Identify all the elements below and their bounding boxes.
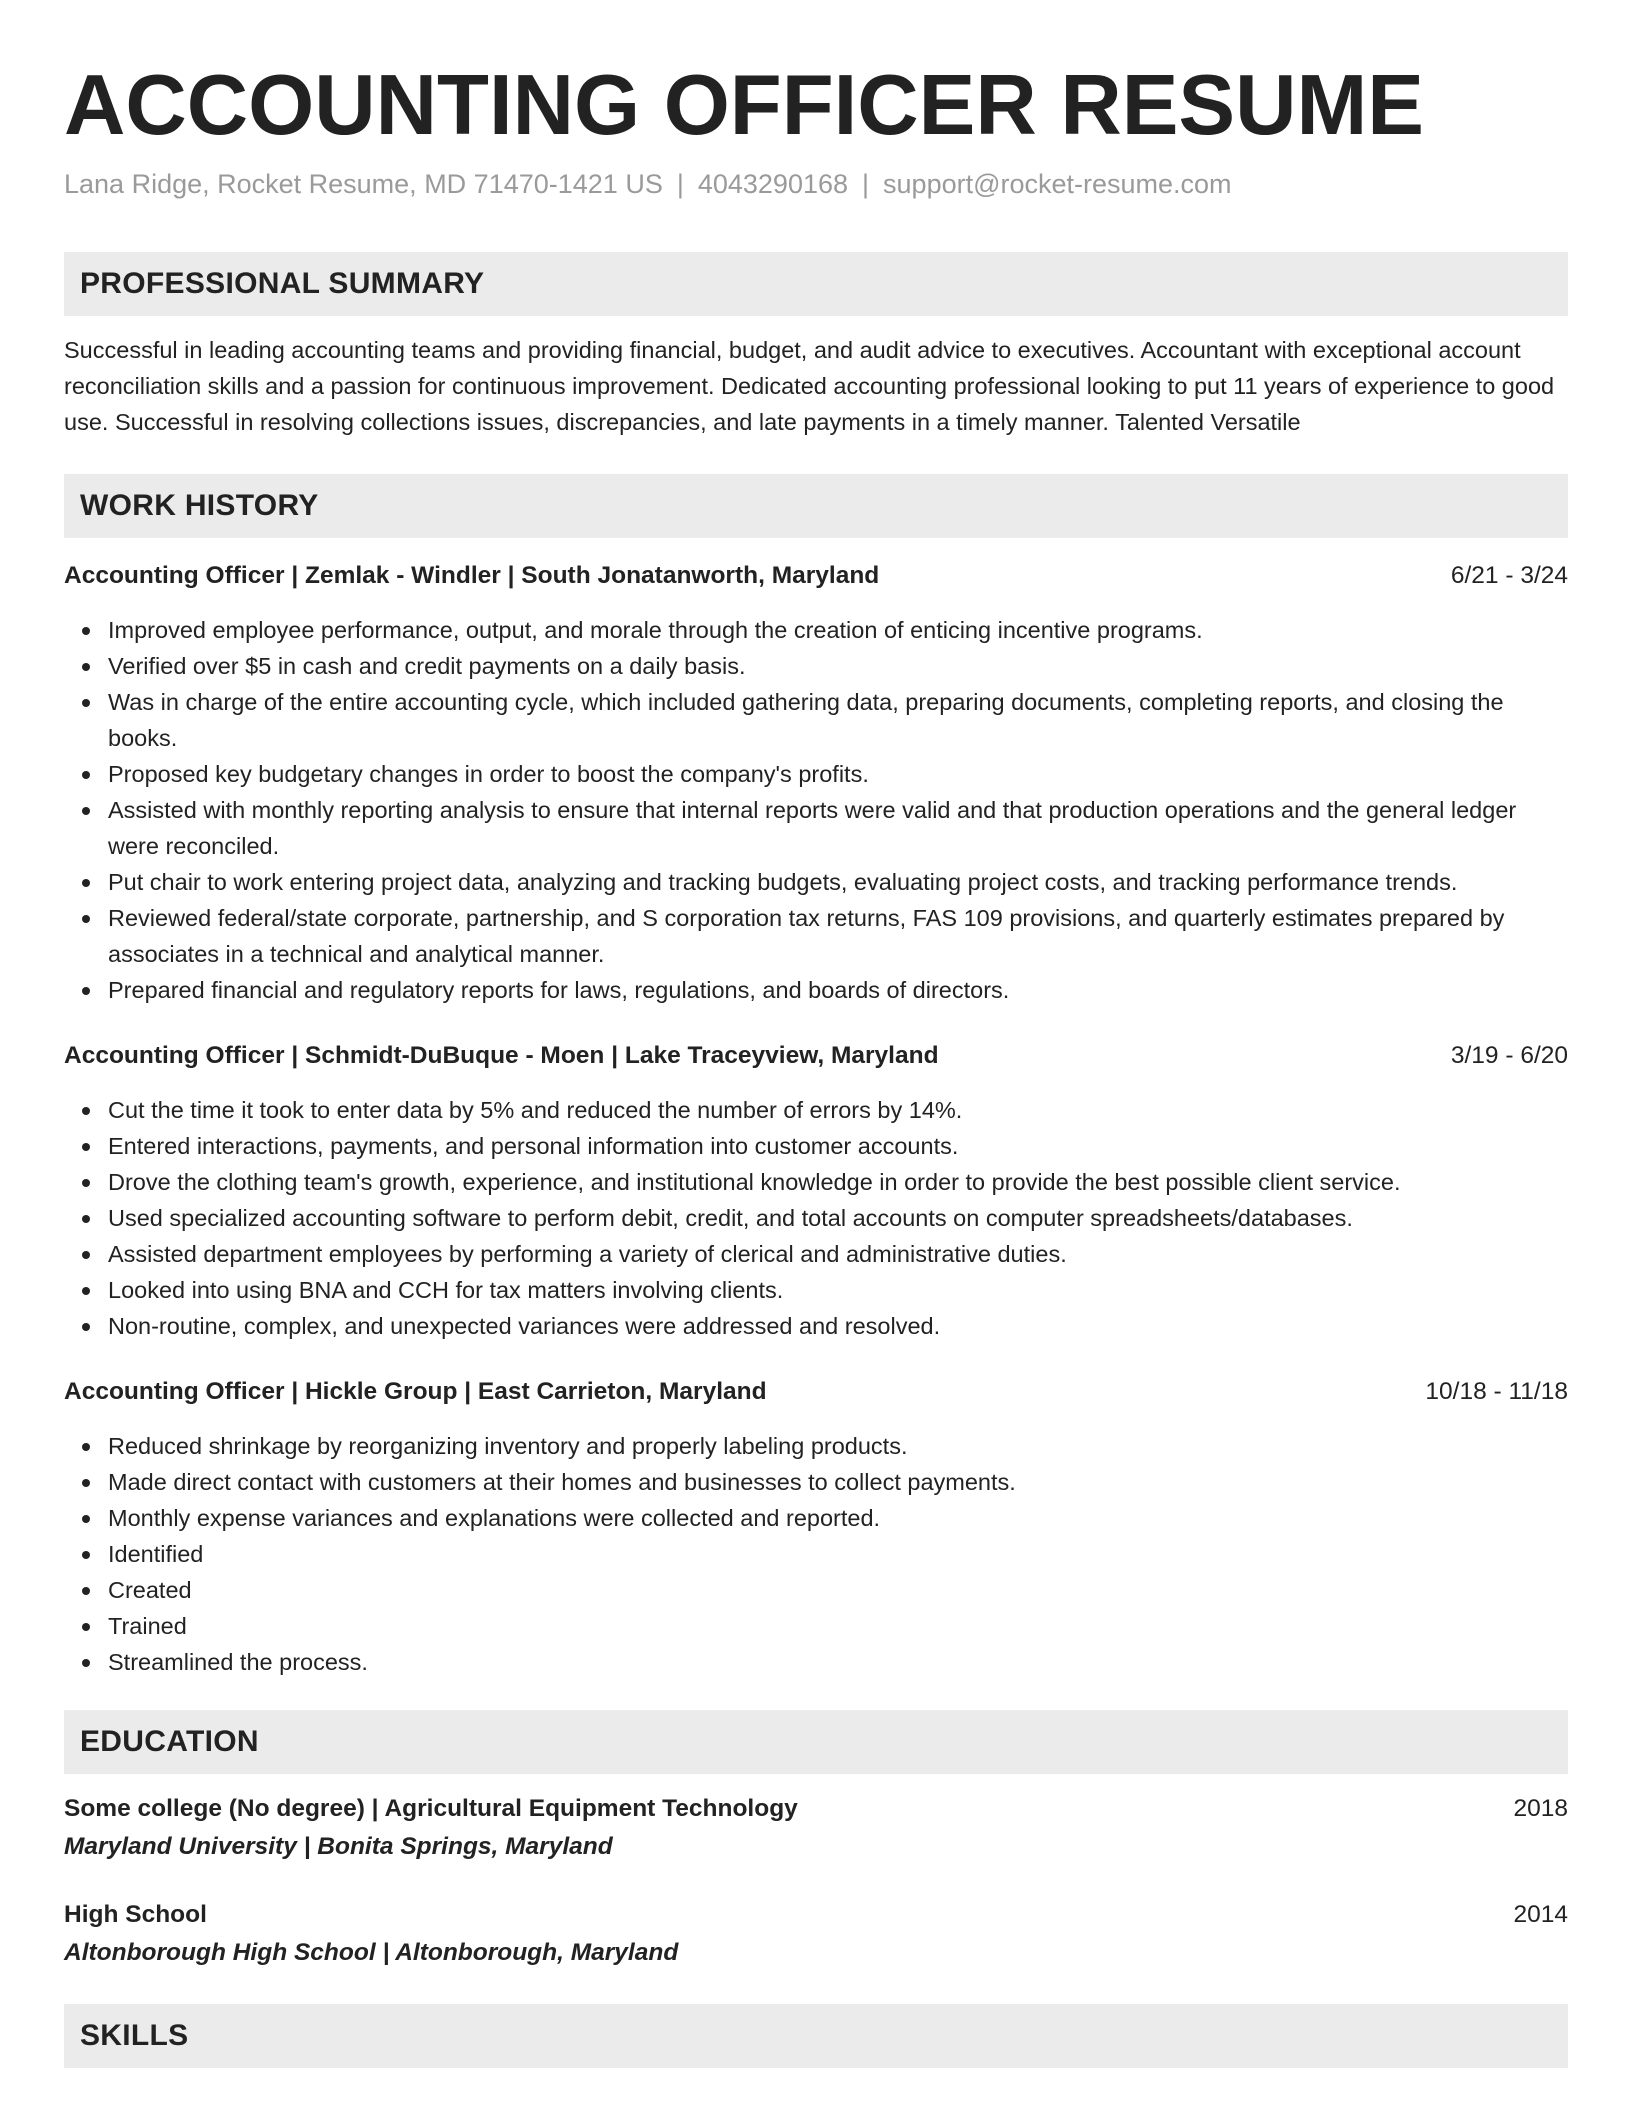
job-bullet: Assisted with monthly reporting analysis to ensure that internal reports were valid and that production operations and the general ledger were reconciled.	[108, 792, 1568, 864]
education-year: 2014	[1513, 1901, 1568, 1928]
education-header	[64, 1896, 1568, 1934]
job-bullet: Non-routine, complex, and unexpected variances were addressed and resolved.	[108, 1308, 1568, 1344]
job-dates: 10/18 - 11/18	[1425, 1378, 1568, 1405]
contact-phone: 4043290168	[697, 169, 849, 199]
job-bullet: Verified over $5 in cash and credit payments on a daily basis.	[108, 648, 1568, 684]
job-bullet: Looked into using BNA and CCH for tax matters involving clients.	[108, 1272, 1568, 1308]
section-header-summary: PROFESSIONAL SUMMARY	[64, 252, 1568, 316]
job-bullet: Improved employee performance, output, and morale through the creation of enticing incentive programs.	[108, 612, 1568, 648]
job-header	[64, 1038, 1568, 1074]
job-bullet-list	[64, 1428, 1568, 1680]
job-bullet: Entered interactions, payments, and personal information into customer accounts.	[108, 1128, 1568, 1164]
job-bullet: Assisted department employees by performing a variety of clerical and administrative duties.	[108, 1236, 1568, 1272]
job-bullet: Made direct contact with customers at their homes and businesses to collect payments.	[108, 1464, 1568, 1500]
education-degree: High School	[64, 1901, 207, 1928]
summary-text: Successful in leading accounting teams and providing financial, budget, and audit advice to executives. Accountant with exceptional account reconciliation skills and a passion for continuous improvement. Dedicated accounting professional looking to put 11 years of experience to good use. Successful in resolving collections issues, discrepancies, and late payments in a timely manner. Talented Versatile	[64, 337, 1555, 435]
job-bullet-list	[64, 1092, 1568, 1344]
job-bullet: Used specialized accounting software to perform debit, credit, and total accounts on computer spreadsheets/databases.	[108, 1200, 1568, 1236]
contact-separator: |	[676, 169, 684, 199]
job-bullet: Monthly expense variances and explanations were collected and reported.	[108, 1500, 1568, 1536]
contact-address: Lana Ridge, Rocket Resume, MD 71470-1421 US	[64, 169, 663, 199]
job-bullet: Reviewed federal/state corporate, partnership, and S corporation tax returns, FAS 109 provisions, and quarterly estimates prepared by associates in a technical and analytical manner.	[108, 900, 1568, 972]
job-bullet: Proposed key budgetary changes in order to boost the company's profits.	[108, 756, 1568, 792]
job-title: Accounting Officer | Zemlak - Windler | South Jonatanworth, Maryland	[64, 562, 880, 589]
job-title: Accounting Officer | Schmidt-DuBuque - Moen | Lake Traceyview, Maryland	[64, 1042, 939, 1069]
education-entry	[64, 1896, 1568, 1972]
section-header-education: EDUCATION	[64, 1710, 1568, 1774]
job-entry	[64, 558, 1568, 1008]
section-header-work-history: WORK HISTORY	[64, 474, 1568, 538]
job-bullet: Created	[108, 1572, 1568, 1608]
job-title: Accounting Officer | Hickle Group | East Carrieton, Maryland	[64, 1378, 767, 1405]
contact-email: support@rocket-resume.com	[883, 169, 1232, 199]
job-dates: 6/21 - 3/24	[1450, 562, 1568, 589]
job-header	[64, 558, 1568, 594]
section-header-skills: SKILLS	[64, 2004, 1568, 2068]
education-year: 2018	[1513, 1795, 1568, 1822]
resume-title: ACCOUNTING OFFICER RESUME	[64, 58, 1424, 153]
job-bullet: Reduced shrinkage by reorganizing inventory and properly labeling products.	[108, 1428, 1568, 1464]
job-bullet: Drove the clothing team's growth, experience, and institutional knowledge in order to provide the best possible client service.	[108, 1164, 1568, 1200]
job-bullet: Streamlined the process.	[108, 1644, 1568, 1680]
job-bullet: Put chair to work entering project data, analyzing and tracking budgets, evaluating project costs, and tracking performance trends.	[108, 864, 1568, 900]
contact-line	[64, 166, 1568, 202]
job-bullet: Trained	[108, 1608, 1568, 1644]
education-school: Maryland University | Bonita Springs, Maryland	[64, 1833, 613, 1860]
education-header	[64, 1790, 1568, 1828]
contact-separator: |	[862, 169, 870, 199]
job-bullet: Cut the time it took to enter data by 5% and reduced the number of errors by 14%.	[108, 1092, 1568, 1128]
job-bullet: Identified	[108, 1536, 1568, 1572]
job-bullet: Was in charge of the entire accounting cycle, which included gathering data, preparing documents, completing reports, and closing the books.	[108, 684, 1568, 756]
job-bullet-list	[64, 612, 1568, 1008]
job-bullet: Prepared financial and regulatory reports for laws, regulations, and boards of directors.	[108, 972, 1568, 1008]
education-entry	[64, 1790, 1568, 1866]
job-entry	[64, 1374, 1568, 1680]
education-degree: Some college (No degree) | Agricultural Equipment Technology	[64, 1795, 798, 1822]
job-dates: 3/19 - 6/20	[1450, 1042, 1568, 1069]
job-header	[64, 1374, 1568, 1410]
education-school: Altonborough High School | Altonborough, Maryland	[64, 1939, 679, 1966]
job-entry	[64, 1038, 1568, 1344]
